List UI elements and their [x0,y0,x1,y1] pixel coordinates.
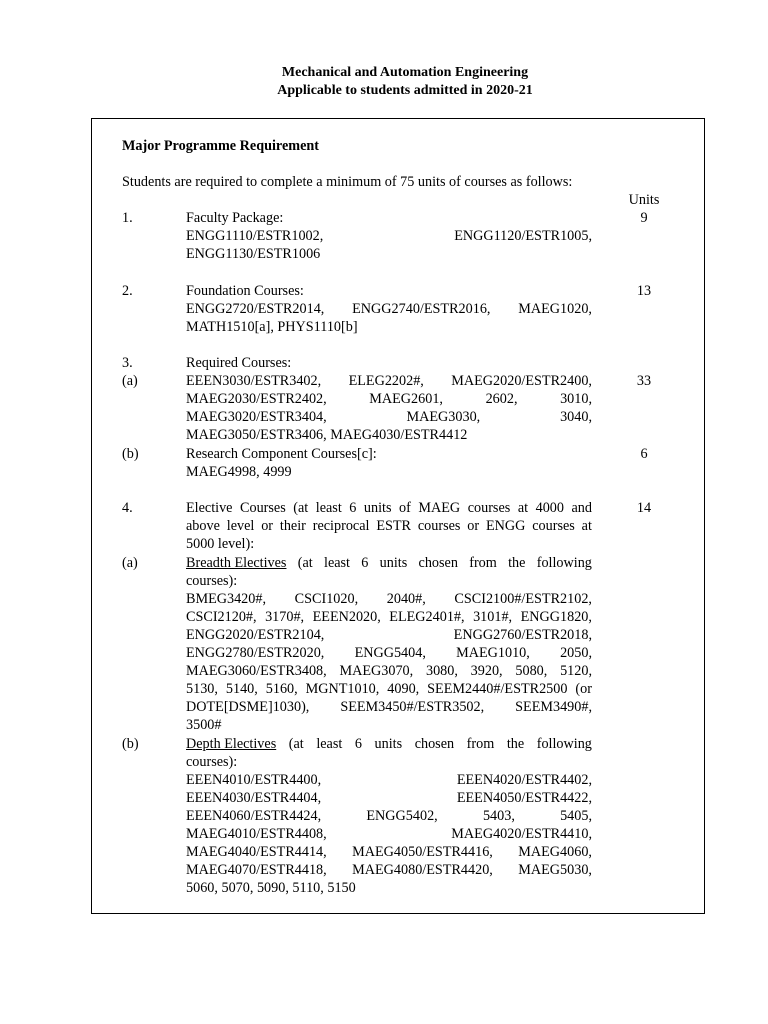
note-word: chosen [414,736,455,752]
text-line [186,789,592,807]
note-word: chosen [418,555,458,571]
line-segment: at [517,500,529,516]
item-4a-label: (a) [122,555,138,571]
note-word: (at [297,555,313,571]
line-segment: 5405, [560,808,592,824]
line-segment: ENGG2760/ESTR2018, [453,627,592,643]
line-segment: MAEG4060, [518,844,592,860]
note-word: from [466,736,495,752]
line-segment: 3170#, [265,609,305,625]
line-segment: ENGG1120/ESTR1005, [454,228,592,244]
line-segment: MAEG4050/ESTR4416, [352,844,493,860]
text-line [186,771,592,789]
line-segment: MGNT1010, [305,681,380,697]
item-1-number: 1. [122,210,133,226]
line-segment: BMEG3420#, [186,591,267,607]
line-segment: MAEG3060/ESTR3408, [186,663,327,679]
line-segment: ENGG2780/ESTR2020, [186,645,325,661]
breadth-electives-note-end: courses): [186,573,238,589]
text-line [186,680,592,698]
line-segment: MAEG5030, [518,862,592,878]
note-word: least [324,555,350,571]
units-column-header: Units [628,192,660,208]
note-word: the [506,736,525,752]
line-segment: ENGG1130/ESTR1006 [186,246,321,262]
line-segment: 5080, [515,663,548,679]
line-segment: MAEG4010/ESTR4408, [186,826,327,842]
line-segment: EEEN4010/ESTR4400, [186,772,322,788]
line-segment: MAEG4020/ESTR4410, [451,826,592,842]
note-word: the [508,555,526,571]
line-segment: 2602, [485,391,518,407]
text-line [186,372,592,390]
line-segment: level [226,518,255,534]
line-segment: EEEN2020, [312,609,381,625]
line-segment: MATH1510[a], PHYS1110[b] [186,319,358,335]
line-segment: EEEN4020/ESTR4402, [456,772,592,788]
text-line [186,825,592,843]
note-word: least [316,736,343,752]
line-segment: EEEN4030/ESTR4404, [186,790,322,806]
note-word: units [374,736,403,752]
text-line [186,861,592,879]
line-segment: EEEN4060/ESTR4424, [186,808,322,824]
item-3b-label: (b) [122,446,139,462]
line-segment: courses [467,500,511,516]
line-segment: EEEN3030/ESTR3402, [186,373,322,389]
line-segment: 5060, 5070, 5090, 5110, 5150 [186,880,356,896]
text-line [186,318,592,336]
line-segment: CSCI2100#/ESTR2102, [454,591,592,607]
line-segment: MAEG [418,500,461,516]
line-segment: 3500# [186,717,222,733]
text-line [186,879,592,897]
line-segment: 4000 [535,500,564,516]
text-line [186,843,592,861]
line-segment: SEEM2440#/ESTR2500 [427,681,568,697]
item-3b-units: 6 [640,446,648,462]
text-line [186,698,592,716]
note-word: 6 [354,736,362,752]
depth-electives-heading [186,735,592,753]
text-line [186,408,592,426]
line-segment: MAEG3030, [406,409,481,425]
line-segment: ELEG2401#, [389,609,465,625]
line-segment: MAEG4998, 4999 [186,464,292,480]
line-segment: 5130, [186,681,218,697]
line-segment: reciprocal [312,518,370,534]
line-segment: and [571,500,592,516]
breadth-electives-heading [186,554,592,572]
line-segment: ENGG5404, [354,645,426,661]
line-segment: DOTE[DSME]1030), [186,699,310,715]
text-line [186,662,592,680]
line-segment: 6 [349,500,357,516]
line-segment: 3080, [425,663,458,679]
line-segment: ENGG1110/ESTR1002, [186,228,324,244]
item-3a-units: 33 [636,373,652,389]
line-segment: or [261,518,274,534]
line-segment: ENGG2720/ESTR2014, [186,301,325,317]
line-segment: ENGG1820, [520,609,592,625]
text-line [186,300,592,318]
line-segment: 5403, [482,808,515,824]
item-4-number: 4. [122,500,133,516]
line-segment: ENGG5402, [366,808,438,824]
item-3-number: 3. [122,355,133,371]
item-4-units: 14 [636,500,652,516]
line-segment: ESTR [376,518,411,534]
line-segment: ENGG [485,518,526,534]
line-segment: above [186,518,220,534]
line-segment: MAEG1010, [456,645,530,661]
line-segment: MAEG4040/ESTR4414, [186,844,327,860]
line-segment: 5120, [560,663,592,679]
breadth-electives-title: Breadth Electives [186,555,287,571]
item-1-units: 9 [640,210,648,226]
line-segment: MAEG2020/ESTR2400, [451,373,592,389]
text-line [186,716,592,734]
line-segment: units [363,500,392,516]
line-segment: MAEG3070, [339,663,414,679]
section-heading: Major Programme Requirement [122,138,319,154]
line-segment: 4090, [387,681,420,697]
depth-electives-note-end: courses): [186,754,238,770]
line-segment: 3010, [560,391,592,407]
section-intro: Students are required to complete a minimum of 75 units of courses as follows: [122,174,573,190]
line-segment: MAEG4070/ESTR4418, [186,862,327,878]
line-segment: 5140, [225,681,258,697]
document-subtitle: Applicable to students admitted in 2020-21 [277,83,533,98]
text-line [186,245,592,263]
line-segment: MAEG2601, [369,391,443,407]
line-segment: EEEN4050/ESTR4422, [456,790,592,806]
line-segment: 2050, [560,645,592,661]
line-segment: 3101#, [473,609,513,625]
text-line [186,390,592,408]
item-2-units: 13 [636,283,652,299]
item-3a-label: (a) [122,373,138,389]
text-line [186,590,592,608]
line-segment: or [467,518,480,534]
text-line [186,807,592,825]
line-segment: MAEG3050/ESTR3406, MAEG4030/ESTR4412 [186,427,468,443]
line-segment: 3040, [560,409,592,425]
line-segment: their [279,518,306,534]
line-segment: least [315,500,342,516]
item-1-title: Faculty Package: [186,210,284,226]
line-segment: of [399,500,411,516]
line-segment: ENGG2020/ESTR2104, [186,627,325,643]
line-segment: MAEG2030/ESTR2402, [186,391,327,407]
note-word: following [536,736,592,752]
line-segment: MAEG3020/ESTR3404, [186,409,327,425]
line-segment: 2040#, [386,591,426,607]
document-title: Mechanical and Automation Engineering [281,65,529,80]
line-segment: SEEM3450#/ESTR3502, [340,699,485,715]
line-segment: 5000 level): [186,536,255,552]
item-3-title: Required Courses: [186,355,292,371]
text-line [186,644,592,662]
item-2-title: Foundation Courses: [186,283,304,299]
note-word: 6 [361,555,369,571]
line-segment: SEEM3490#, [515,699,592,715]
text-line [186,463,592,481]
text-line [186,517,592,535]
item-4b-label: (b) [122,736,139,752]
text-line [186,626,592,644]
note-word: from [469,555,497,571]
depth-electives-title: Depth Electives [186,736,277,752]
line-segment: ENGG2740/ESTR2016, [352,301,491,317]
item-3b-title: Research Component Courses[c]: [186,446,377,462]
text-line [186,227,592,245]
text-line [186,608,592,626]
line-segment: CSCI1020, [294,591,359,607]
line-segment: Courses [240,500,286,516]
line-segment: 3920, [470,663,503,679]
item-2-number: 2. [122,283,133,299]
line-segment: MAEG4080/ESTR4420, [352,862,493,878]
text-line [186,535,592,553]
line-segment: courses [532,518,575,534]
line-segment: CSCI2120#, [186,609,257,625]
line-segment: courses [417,518,461,534]
line-segment: Elective [186,500,233,516]
line-segment: (at [293,500,309,516]
note-word: (at [288,736,304,752]
text-line [186,426,592,444]
line-segment: (or [575,681,592,697]
line-segment: MAEG1020, [518,301,592,317]
note-word: following [536,555,592,571]
note-word: units [379,555,408,571]
text-line [186,499,592,517]
line-segment: at [581,518,592,534]
line-segment: 5160, [265,681,298,697]
line-segment: ELEG2202#, [348,373,424,389]
